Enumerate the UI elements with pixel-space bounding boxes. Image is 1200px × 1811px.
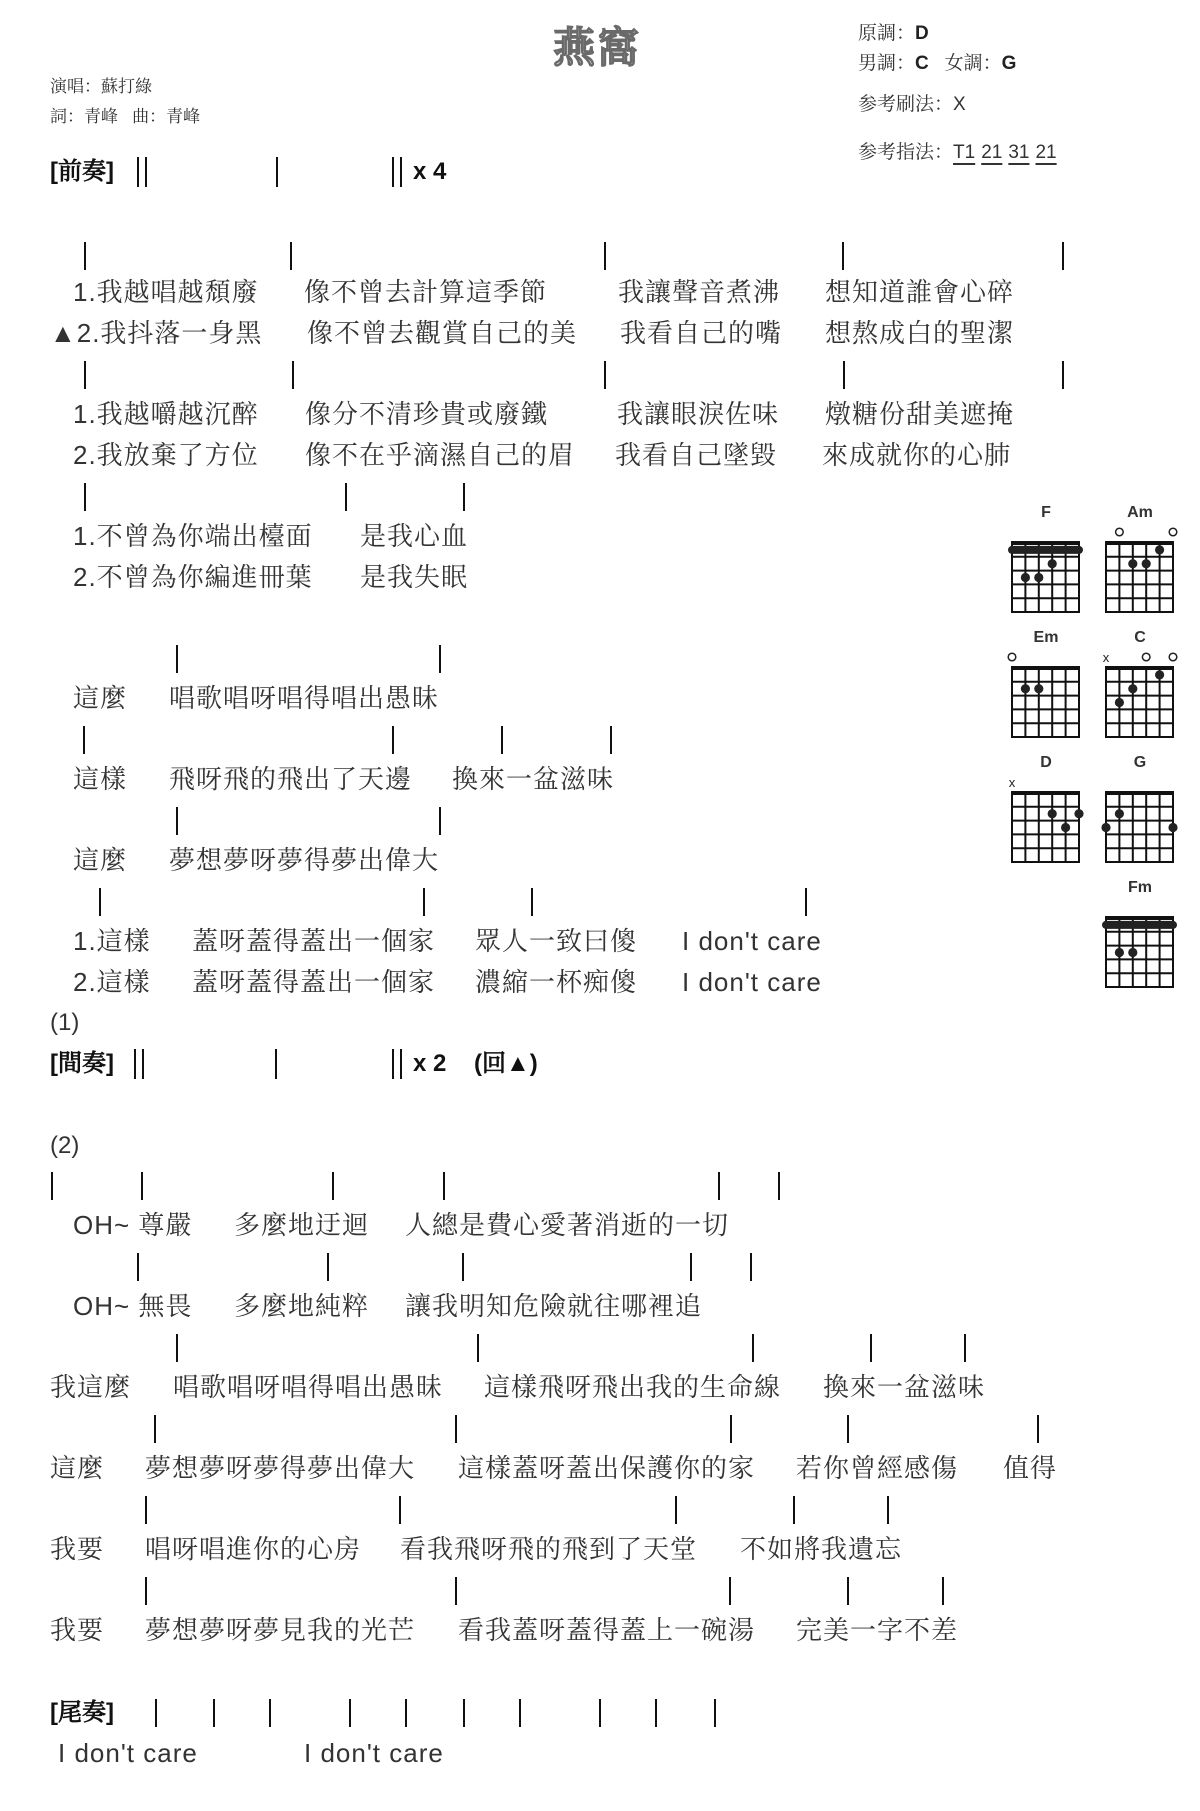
svg-text:x: x [1008, 775, 1016, 790]
bar-line [964, 1334, 966, 1362]
lyric-segment: 我要 [50, 1534, 105, 1564]
double-bar-line [400, 1049, 402, 1079]
bar-line [519, 1699, 521, 1727]
lyric-segment: 夢想夢呀夢得夢出偉大 [145, 1453, 416, 1483]
interlude-label: [間奏] [50, 1050, 114, 1077]
bar-line [462, 1253, 464, 1281]
chord-diagram-c [1098, 627, 1182, 745]
lyric-segment: 這樣飛呀飛出我的生命線 [484, 1372, 782, 1402]
interlude-repeat: x 2 [413, 1050, 447, 1077]
lyric-segment: 燉糖份甜美遮掩 [825, 399, 1015, 429]
bar-line [750, 1253, 752, 1281]
bar-line [718, 1172, 720, 1200]
bar-line [604, 361, 606, 389]
bar-line [137, 1253, 139, 1281]
bar-line [405, 1699, 407, 1727]
intro-repeat: x 4 [413, 158, 447, 185]
lyric-segment: 飛呀飛的飛出了天邊 [169, 764, 413, 794]
bar-line [847, 1577, 849, 1605]
lyric-segment: 若你曾經感傷 [796, 1453, 959, 1483]
double-bar-line [134, 1049, 136, 1079]
lyric-segment: 像不曾去計算這季節 [304, 277, 548, 307]
bar-line [155, 1699, 157, 1727]
lyric-segment: 1.我越嚼越沉醉 [73, 399, 259, 429]
original-key-line [858, 23, 929, 45]
lyric-segment: 我看自己墜毀 [615, 440, 778, 470]
finger-label: 参考指法： [858, 142, 954, 163]
double-bar-line [145, 157, 147, 187]
male-key-value: C [915, 53, 929, 74]
lyric-segment: 換來一盆滋味 [823, 1372, 986, 1402]
lyric-segment: 夢想夢呀夢見我的光芒 [145, 1615, 416, 1645]
double-bar-line [392, 1049, 394, 1079]
lyric-segment: OH~ 無畏 [73, 1291, 193, 1321]
lyric-segment: ▲2.我抖落一身黑 [50, 318, 263, 348]
song-title: 燕窩 [553, 24, 642, 71]
chord-name: Fm [1128, 879, 1152, 896]
lyric-segment: 不如將我遺忘 [740, 1534, 903, 1564]
chord-grid-icon [1098, 895, 1182, 993]
bar-line [83, 726, 85, 754]
bar-line [714, 1699, 716, 1727]
lyric-segment: 值得 [1003, 1453, 1058, 1483]
bar-line [942, 1577, 944, 1605]
bar-line [887, 1496, 889, 1524]
lyric-segment: I don't care [304, 1738, 444, 1768]
strum-value: X [953, 94, 966, 115]
lyric-segment: 這麼 [73, 683, 128, 713]
lyric-segment: 完美一字不差 [796, 1615, 959, 1645]
bar-line [604, 242, 606, 270]
lyric-segment: 看我飛呀飛的飛到了天堂 [400, 1534, 698, 1564]
bar-line [610, 726, 612, 754]
chord-diagram-am [1098, 502, 1182, 620]
lyric-segment: 這樣蓋呀蓋出保護你的家 [458, 1453, 756, 1483]
lyric-segment: 1.我越唱越頹廢 [73, 277, 259, 307]
double-bar-line [137, 157, 139, 187]
double-bar-line [392, 157, 394, 187]
bar-line [778, 1172, 780, 1200]
chord-name: F [1041, 504, 1051, 521]
strum-label: 参考刷法： [858, 94, 954, 115]
bar-line [842, 242, 844, 270]
lyric-segment: 我看自己的嘴 [620, 318, 783, 348]
original-key-value: D [915, 23, 929, 44]
composer-label: 曲： [132, 107, 167, 126]
bar-line [275, 1049, 277, 1079]
bar-line [269, 1699, 271, 1727]
lyric-segment: 我要 [50, 1615, 105, 1645]
outro-label: [尾奏] [50, 1699, 114, 1726]
singer-label: 演唱： [50, 77, 101, 96]
singer-line [50, 77, 152, 97]
bar-line [730, 1415, 732, 1443]
lyric-segment: 看我蓋呀蓋得蓋上一碗湯 [458, 1615, 756, 1645]
lyric-segment: 多麼地純粹 [234, 1291, 370, 1321]
bar-line [176, 1334, 178, 1362]
lyric-segment: 想知道誰會心碎 [825, 277, 1015, 307]
bar-line [145, 1496, 147, 1524]
bar-line [276, 157, 278, 187]
bar-line [870, 1334, 872, 1362]
finger-step: 21 [981, 142, 1003, 163]
lyric-segment: 這麼 [73, 845, 128, 875]
finger-step: T1 [953, 142, 976, 163]
bar-line [455, 1577, 457, 1605]
lyric-segment: 1.這樣 [73, 926, 151, 956]
chord-name: D [1040, 754, 1052, 771]
lyric-segment: 讓我明知危險就往哪裡追 [405, 1291, 703, 1321]
chord-grid-icon [1098, 520, 1182, 618]
bar-line [292, 361, 294, 389]
bar-line [1062, 361, 1064, 389]
bar-line [847, 1415, 849, 1443]
chord-grid-icon [1004, 770, 1088, 868]
chord-name: Em [1033, 629, 1059, 646]
composer-name: 青峰 [166, 107, 201, 126]
bar-line [51, 1172, 53, 1200]
interlude-return-note: (回▲) [474, 1050, 538, 1077]
bar-line [327, 1253, 329, 1281]
lyric-segment: 這麼 [50, 1453, 105, 1483]
double-bar-line [400, 157, 402, 187]
lyric-segment: 想熬成白的聖潔 [825, 318, 1015, 348]
strum-pattern-line [858, 94, 966, 116]
bar-line [655, 1699, 657, 1727]
bar-line [690, 1253, 692, 1281]
chord-grid-icon [1004, 645, 1088, 743]
bar-line [439, 807, 441, 835]
bar-line [141, 1172, 143, 1200]
lyric-segment: 人總是費心愛著消逝的一切 [405, 1210, 730, 1240]
finger-step: 31 [1008, 142, 1030, 163]
bar-line [349, 1699, 351, 1727]
lyric-segment: 像不曾去觀賞自己的美 [307, 318, 578, 348]
chord-diagram-d [1004, 752, 1088, 870]
lyric-segment: 濃縮一杯痴傻 [475, 967, 638, 997]
chord-name: Am [1127, 504, 1153, 521]
bar-line [463, 1699, 465, 1727]
lyric-segment: 2.這樣 [73, 967, 151, 997]
female-key-label: 女調： [944, 53, 1002, 74]
lyric-segment: 唱歌唱呀唱得唱出愚昧 [169, 683, 440, 713]
bar-line [392, 726, 394, 754]
chord-diagram-fm [1098, 877, 1182, 995]
bar-line [213, 1699, 215, 1727]
male-key-label: 男調： [858, 53, 916, 74]
bar-line [145, 1577, 147, 1605]
chord-grid-icon [1098, 645, 1182, 743]
bar-line [531, 888, 533, 916]
lyricist-label: 詞： [50, 107, 84, 126]
bar-line [84, 361, 86, 389]
bar-line [477, 1334, 479, 1362]
lyric-segment: 來成就你的心肺 [822, 440, 1012, 470]
bar-line [599, 1699, 601, 1727]
double-bar-line [142, 1049, 144, 1079]
lyric-segment: 2.我放棄了方位 [73, 440, 259, 470]
lyric-segment: 夢想夢呀夢得夢出偉大 [169, 845, 440, 875]
bar-line [501, 726, 503, 754]
female-key-value: G [1001, 53, 1017, 74]
lyric-segment: I don't care [58, 1738, 198, 1768]
bar-line [752, 1334, 754, 1362]
lyric-segment: 2.不曾為你編進冊葉 [73, 562, 313, 592]
lyric-segment: 換來一盆滋味 [452, 764, 615, 794]
lyric-segment: OH~ 尊嚴 [73, 1210, 193, 1240]
lyric-segment: 唱歌唱呀唱得唱出愚昧 [173, 1372, 444, 1402]
section-marker-2: (2) [50, 1132, 80, 1159]
lyric-segment: 像分不清珍貴或廢鐵 [305, 399, 549, 429]
bar-line [84, 483, 86, 511]
bar-line [1037, 1415, 1039, 1443]
chord-name: G [1133, 754, 1147, 771]
bar-line [729, 1577, 731, 1605]
bar-line [443, 1172, 445, 1200]
chord-diagram-f [1004, 502, 1088, 620]
bar-line [455, 1415, 457, 1443]
original-key-label: 原調： [858, 23, 916, 44]
lyric-segment: I don't care [682, 967, 822, 997]
intro-label: [前奏] [50, 158, 114, 185]
credits-line [50, 107, 200, 127]
lyric-segment: 蓋呀蓋得蓋出一個家 [192, 926, 436, 956]
lyricist-name: 青峰 [84, 107, 118, 126]
lyric-segment: 蓋呀蓋得蓋出一個家 [192, 967, 436, 997]
bar-line [805, 888, 807, 916]
lyric-segment: 我讓聲音煮沸 [618, 277, 781, 307]
bar-line [793, 1496, 795, 1524]
lyric-segment: 1.不曾為你端出檯面 [73, 521, 313, 551]
lyric-segment: 眾人一致曰傻 [475, 926, 638, 956]
chord-diagram-g [1098, 752, 1182, 870]
bar-line [154, 1415, 156, 1443]
lyric-segment: 像不在乎滴濕自己的眉 [305, 440, 576, 470]
lyric-segment: 是我心血 [360, 521, 469, 551]
svg-text:x: x [1102, 650, 1110, 665]
chord-grid-icon [1004, 520, 1088, 618]
bar-line [399, 1496, 401, 1524]
bar-line [439, 645, 441, 673]
section-marker-1: (1) [50, 1009, 80, 1036]
key-options-line [858, 53, 1016, 75]
chord-grid-icon [1098, 770, 1182, 868]
lyric-segment: 是我失眠 [360, 562, 469, 592]
bar-line [99, 888, 101, 916]
bar-line [176, 807, 178, 835]
bar-line [675, 1496, 677, 1524]
lyric-segment: 這樣 [73, 764, 128, 794]
singer-name: 蘇打綠 [101, 77, 152, 96]
bar-line [463, 483, 465, 511]
lyric-segment: 唱呀唱進你的心房 [145, 1534, 362, 1564]
lyric-segment: 多麼地迂迴 [234, 1210, 370, 1240]
finger-pattern-line [858, 142, 1063, 164]
bar-line [176, 645, 178, 673]
bar-line [423, 888, 425, 916]
chord-name: C [1134, 629, 1146, 646]
lyric-segment: 我這麼 [50, 1372, 132, 1402]
bar-line [84, 242, 86, 270]
finger-step: 21 [1035, 142, 1057, 163]
lyric-segment: I don't care [682, 926, 822, 956]
bar-line [332, 1172, 334, 1200]
bar-line [345, 483, 347, 511]
bar-line [290, 242, 292, 270]
bar-line [843, 361, 845, 389]
bar-line [1062, 242, 1064, 270]
lyric-segment: 我讓眼淚佐味 [617, 399, 780, 429]
chord-diagram-em [1004, 627, 1088, 745]
